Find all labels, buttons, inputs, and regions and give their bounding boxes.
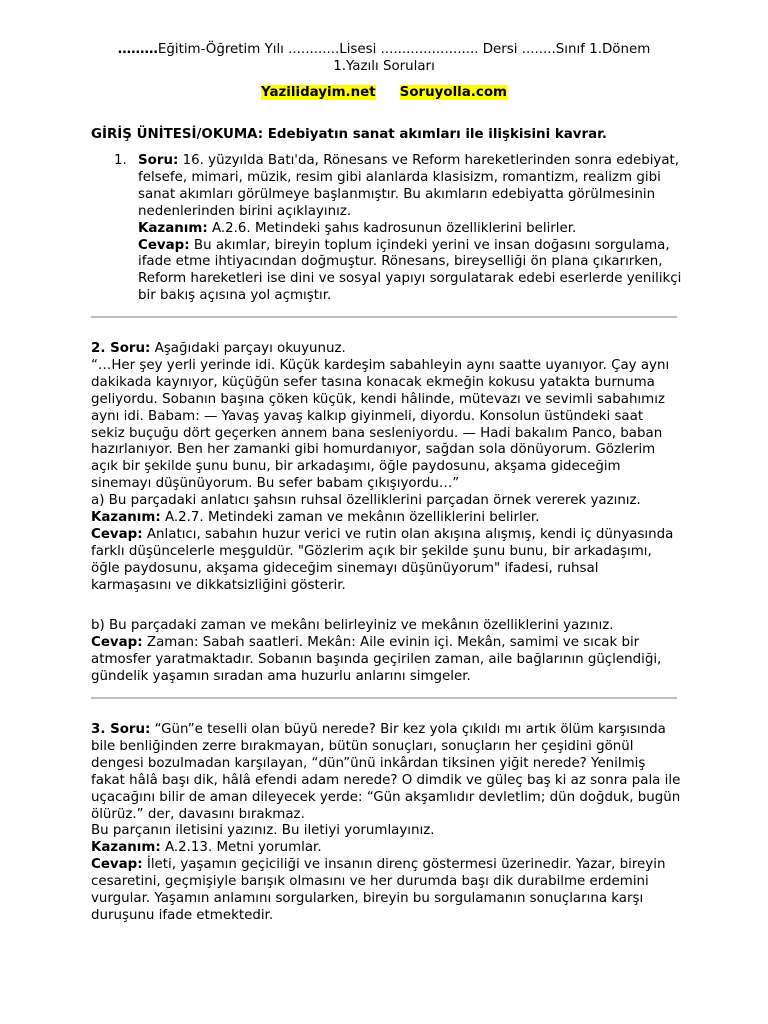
site-link-soruyolla[interactable]: Soruyolla.com [399,85,507,100]
question-2 [91,341,681,595]
q3-passage: “Gün”e teselli olan büyü nerede? Bir kez yola çıkıldı mı artık ölüm karşısında bile benliğinden zerre bırakmayan, bütün sonuçları, sonuçların her çeşidini gönül dengesi bozulmadan karşılayan, “dün”ünü inkârdan tiksinen yiğit nerede? Yenilmiş fakat hâlâ başı dik, hâlâ efendi adam nerede? O dimdik ve güleç baş ki az sonra pala ile uçacağını bilir de aman dileyecek yerde: “Gün akşamlıdır devletlim; dün doğduk, bugün ölürüz.” der, davasını bırakmaz. [91,722,681,822]
q1-kazanim-text: A.2.6. Metindeki şahıs kadrosunun özelliklerini belirler. [211,220,577,236]
q2-b-question: b) Bu parçadaki zaman ve mekânı belirleyiniz ve mekânın özelliklerini yazınız. [91,618,614,633]
header-dots: ……… [117,42,158,57]
q3-kazanim [91,840,681,857]
site-link-yazilidayim[interactable]: Yazilidayim.net [261,85,376,100]
q2-b-cevap-label: Cevap: [91,634,143,650]
q2-soru-label: 2. Soru: [91,341,151,356]
q3-passage-line [91,722,681,823]
question-1 [138,153,683,305]
header-line-1 [0,42,768,59]
q3-kazanim-text: A.2.13. Metni yorumlar. [164,840,322,856]
site-links [0,85,768,102]
q1-question [138,153,683,221]
q3-cevap-label: Cevap: [91,857,143,873]
q2-a-question: a) Bu parçadaki anlatıcı şahsın ruhsal özelliklerini parçadan örnek vererek yazınız. [91,493,641,509]
question-3 [91,722,681,925]
q2-b-cevap [91,635,681,686]
q3-cevap-text: İleti, yaşamın geçiciliği ve insanın direnç göstermesi üzerinedir. Yazar, bireyin cesaretini, geçmişiyle barışık olmasını ve her durumda başı dik durabilme erdemini vurgular. Yaşamın anlamını sorgularken, bireyin bu sorgulamanın sonuçlarına karşı duruşunu ifade etmektedir. [91,857,666,923]
q2-b-cevap-text: Zaman: Sabah saatleri. Mekân: Aile evinin içi. Mekân, samimi ve sıcak bir atmosfer yaratmaktadır. Sobanın başında geçirilen zaman, aile bağlarının güçlendiği, gündelik yaşamın sıradan ama huzurlu anlarını simgeler. [91,634,662,684]
q1-cevap-text: Bu akımlar, bireyin toplum içindeki yerini ve insan doğasını sorgulama, ifade etme ihtiyacından doğmuştur. Rönesans, bireyselliği ön plana çıkarırken, Reform hareketleri ise dini ve sosyal yapıyı sorgulatarak edebi eserlerde yenilikçi bir bakış açısına yol açmıştır. [138,237,682,304]
q2-intro: Aşağıdaki parçayı okuyunuz. [154,341,346,356]
q1-soru-label: Soru: [138,153,179,168]
q2-a-cevap-text: Anlatıcı, sabahın huzur verici ve rutin olan akışına alışmış, kendi iç dünyasında farklı düşüncelerle meşguldür. "Gözlerim açık bir şekilde şunu bunu, bir arkadaşımı, öğle paydosunu, akşama gideceğim sinemayı düşünüyorum" ifadesi, ruhsal karmaşasını ve dikkatsizliğini gösterir. [91,526,674,593]
q2-a-cevap-label: Cevap: [91,526,143,542]
divider-1 [91,316,677,318]
q3-question: Bu parçanın iletisini yazınız. Bu iletiyi yorumlayınız. [91,823,435,839]
q2-passage: “…Her şey yerli yerinde idi. Küçük kardeşim sabahleyin aynı saatte uyanıyor. Çay aynı dakikada kaynıyor, küçüğün sefer tasına konacak ekmeğin kokusu yatakta burnuma geliyordu. Sobanın başına çöken küçük, kendi hâlinde, mütevazı ve sevimli sabahımız aynı idi. Babam: — Yavaş yavaş kalkıp giyinmeli, diyordu. Konsolun üstündeki saat sekiz buçuğu dört geçerken annem bana sesleniyordu. — Hadi bakalım Panco, baban hazırlanıyor. Ben her zamanki gibi homurdanıyor, sağdan sola dönüyorum. Gözlerim açık bir şekilde şunu bunu, bir arkadaşımı, öğle paydosunu, akşama gideceğim sinemayı düşünüyorum. Bu sefer babam çıkışıyordu…” [91,357,670,492]
unit-title: GİRİŞ ÜNİTESİ/OKUMA: Edebiyatın sanat akımları ile ilişkisini kavrar. [91,127,607,142]
q1-text: 16. yüzyılda Batı'da, Rönesans ve Reform hareketlerinden sonra edebiyat, felsefe, mimari, müzik, resim gibi alanlarda klasisizm, romantizm, realizm gibi sanat akımları görülmeye başlanmıştır. Bu akımların edebiyatta görülmesinin nedenlerinden birini açıklayınız. [138,153,680,219]
header-school-info: Eğitim-Öğretim Yılı ............Lisesi ....................... Dersi ........Sınıf 1.Dönem [157,42,651,57]
q1-cevap [138,238,683,306]
q1-kazanim [138,221,683,238]
q1-kazanim-label: Kazanım: [138,220,208,236]
q3-cevap [91,857,681,925]
question-2b [91,618,681,686]
q2-a-kazanim-text: A.2.7. Metindeki zaman ve mekânın özelliklerini belirler. [164,510,540,526]
q1-number: 1. [114,153,127,168]
q2-a-cevap [91,527,681,595]
q3-kazanim-label: Kazanım: [91,840,161,856]
divider-2 [91,697,677,699]
q2-question [91,341,681,358]
header-line-2: 1.Yazılı Soruları [333,59,435,74]
q2-a-kazanim [91,510,681,527]
q3-soru-label: 3. Soru: [91,722,151,737]
q1-cevap-label: Cevap: [138,237,190,253]
q2-kazanim-label: Kazanım: [91,510,161,526]
